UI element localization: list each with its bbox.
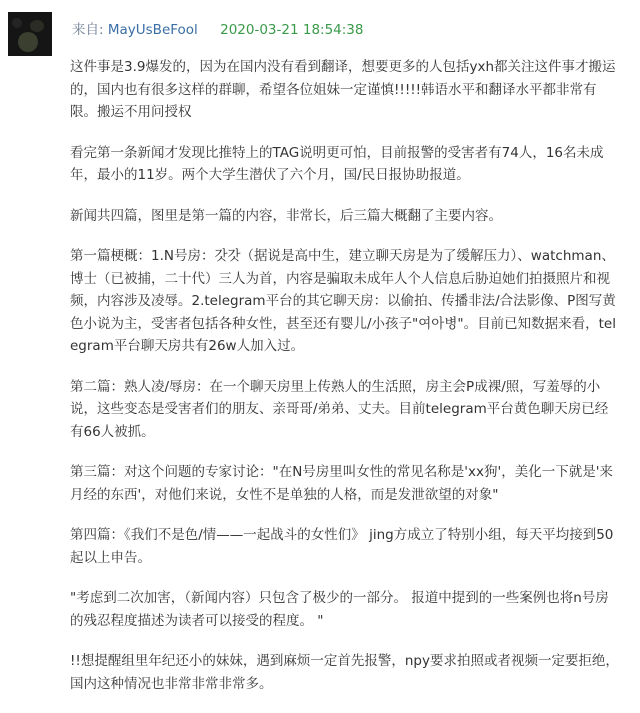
- post-header: [72, 21, 364, 39]
- paragraph: 第二篇：熟人凌/辱房：在一个聊天房里上传熟人的生活照，房主会P成裸/照，写羞辱的小说，这些变态是受害者们的朋友、亲哥哥/弟弟、丈夫。目前telegram平台黄色聊天房已经有66人被抓。: [70, 378, 609, 440]
- paragraph: 这件事是3.9爆发的，因为在国内没有看到翻译，想要更多的人包括yxh都关注这件事才搬运的，国内也有很多这样的群聊，希望各位姐妹一定谨慎!!!!!韩语水平和翻译水平都非常有限。搬运不用问授权: [70, 59, 616, 120]
- paragraph: 新闻共四篇，图里是第一篇的内容，非常长，后三篇大概翻了主要内容。: [70, 207, 502, 224]
- paragraph: !!想提醒组里年纪还小的妹妹，遇到麻烦一定首先报警，npy要求拍照或者视频一定要拒绝，国内这种情况也非常非常非常多。: [70, 653, 619, 692]
- paragraph: 第一篇梗概：1.N号房：갓갓（据说是高中生，建立聊天房是为了缓解压力）、watchman、博士（已被捕，二十代）三人为首，内容是骗取未成年人个人信息后胁迫她们拍摄照片和视频，内容涉及凌辱。2.telegram平台的其它聊天房：以偷拍、传播非法/合法影像、P图写黄色小说为主，受害者包括各种女性，甚至还有婴儿/小孩子"여아병"。目前已知数据来看，telegram平台聊天房共有26w人加入过。: [70, 248, 616, 354]
- paragraph: 第三篇：对这个问题的专家讨论："在N号房里叫女性的常见名称是'xx狗'，美化一下就是'来月经的东西'，对他们来说，女性不是单独的人格，而是发泄欲望的对象": [70, 464, 613, 503]
- post-timestamp: 2020-03-21 18:54:38: [220, 22, 364, 38]
- username-link[interactable]: MayUsBeFool: [107, 22, 198, 38]
- paragraph: 第四篇：《我们不是色/情——一起战斗的女性们》 jing方成立了特别小组，每天平均接到50起以上申告。: [70, 527, 614, 566]
- post-content: [70, 56, 620, 713]
- paragraph: "考虑到二次加害，（新闻内容）只包含了极少的一部分。 报道中提到的一些案例也将n号房的残忍程度描述为读者可以接受的程度。 ": [70, 590, 609, 629]
- paragraph: 看完第一条新闻才发现比推特上的TAG说明更可怕，目前报警的受害者有74人，16名未成年，最小的11岁。两个大学生潜伏了六个月，国/民日报协助报道。: [70, 144, 604, 183]
- avatar[interactable]: [8, 12, 52, 56]
- from-label: 来自:: [72, 22, 104, 38]
